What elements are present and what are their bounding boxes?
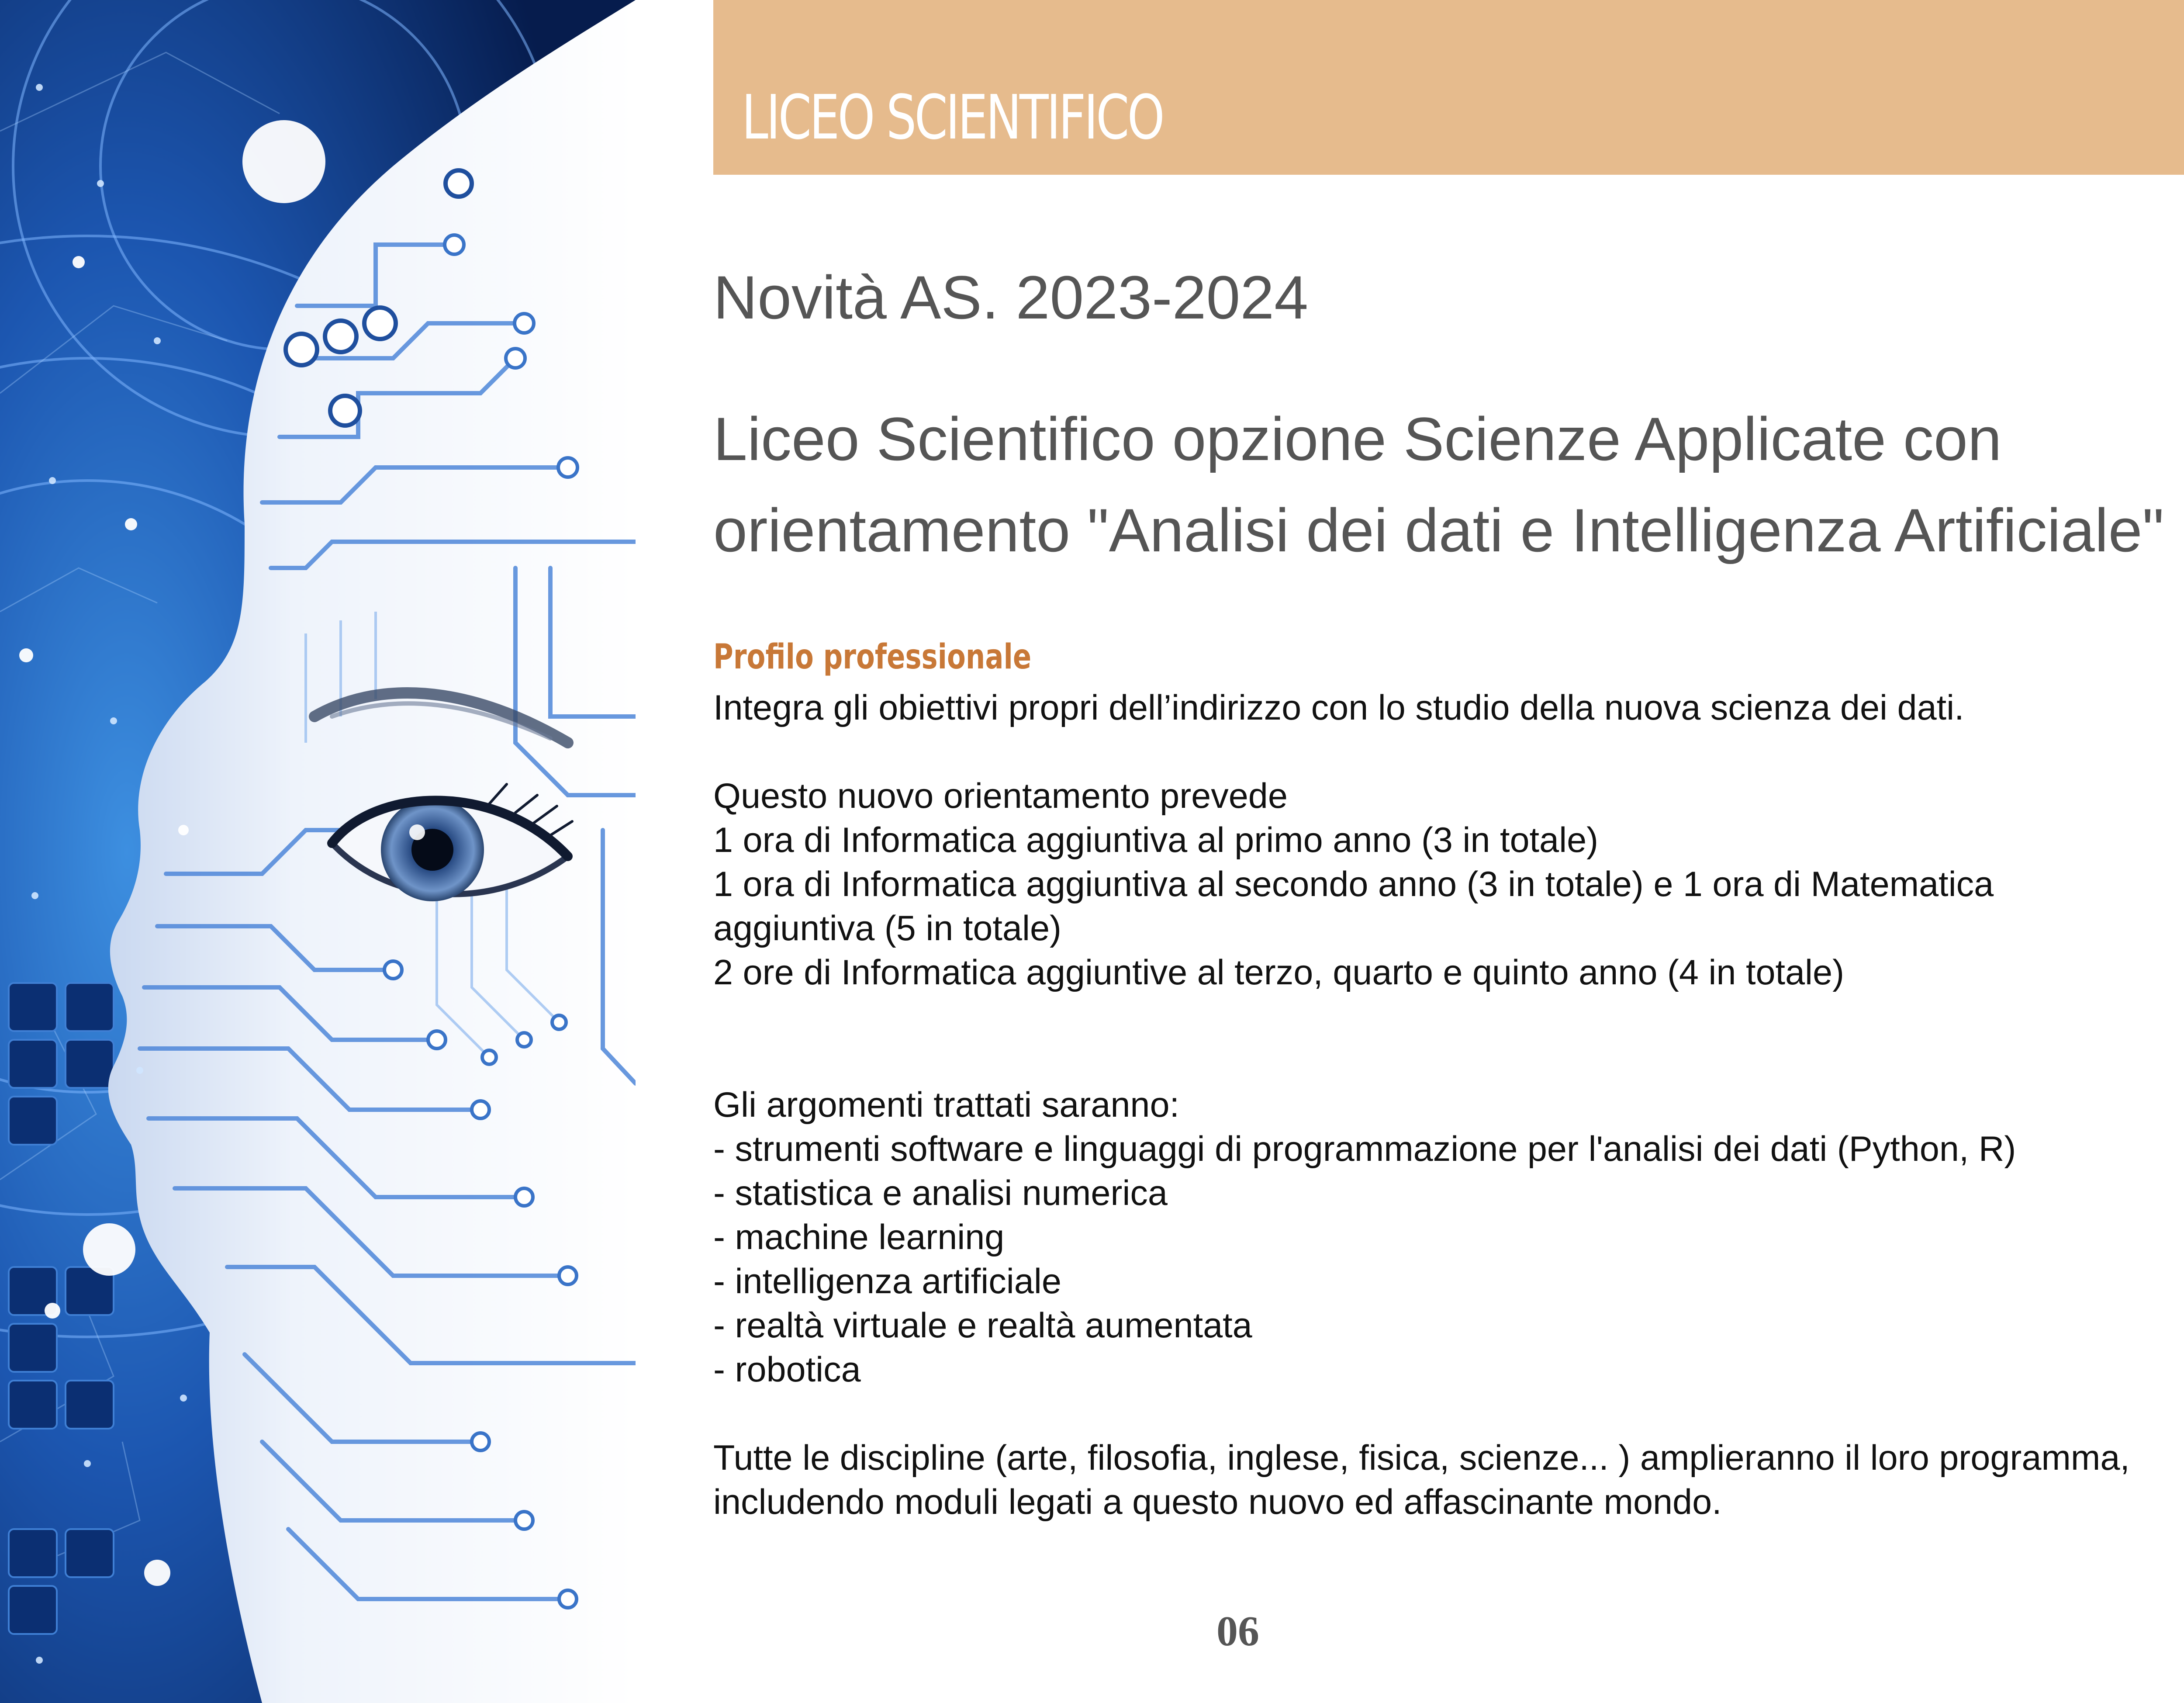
profile-heading: Profilo professionale xyxy=(713,637,1032,677)
headline-line: Liceo Scientifico opzione Scienze Applicate con xyxy=(713,405,2002,473)
topic-item: - strumenti software e linguaggi di programmazione per l'analisi dei dati (Python, R) xyxy=(713,1129,2016,1169)
spacer xyxy=(713,1392,2184,1436)
topic-item: - realtà virtuale e realtà aumentata xyxy=(713,1306,1252,1345)
spacer xyxy=(713,1039,2184,1083)
closing-line: Tutte le discipline (arte, filosofia, inglese, fisica, scienze... ) amplieranno il loro programma, xyxy=(713,1438,2130,1478)
closing-line: includendo moduli legati a questo nuovo ed affascinante mondo. xyxy=(713,1482,1722,1522)
header-band xyxy=(713,0,2184,175)
orientation-intro: Questo nuovo orientamento prevede xyxy=(713,776,1288,816)
subtitle: Novità AS. 2023-2024 xyxy=(713,263,1309,332)
body-text xyxy=(713,686,2184,1524)
page-number: 06 xyxy=(1216,1608,1259,1655)
topic-item: - machine learning xyxy=(713,1218,1005,1257)
header-title: LICEO SCIENTIFICO xyxy=(742,82,1163,153)
topics-intro: Gli argomenti trattati saranno: xyxy=(713,1085,1180,1125)
headline-line: orientamento "Analisi dei dati e Intelligenza Artificiale" xyxy=(713,496,2164,564)
profile-intro: Integra gli obiettivi propri dell’indirizzo con lo studio della nuova scienza dei dati. xyxy=(713,688,1964,727)
orientation-item: 1 ora di Informatica aggiuntiva al secondo anno (3 in totale) e 1 ora di Matematica xyxy=(713,865,1994,904)
spacer xyxy=(713,730,2184,774)
orientation-item: 1 ora di Informatica aggiuntiva al primo anno (3 in totale) xyxy=(713,820,1599,860)
topic-item: - statistica e analisi numerica xyxy=(713,1173,1168,1213)
headline xyxy=(713,393,2184,576)
orientation-item: 2 ore di Informatica aggiuntive al terzo, quarto e quinto anno (4 in totale) xyxy=(713,953,1845,992)
topic-item: - robotica xyxy=(713,1350,861,1389)
orientation-item: aggiuntiva (5 in totale) xyxy=(713,909,1061,948)
topic-item: - intelligenza artificiale xyxy=(713,1262,1061,1301)
ai-face-circuit-illustration xyxy=(0,0,636,1703)
spacer xyxy=(713,995,2184,1039)
